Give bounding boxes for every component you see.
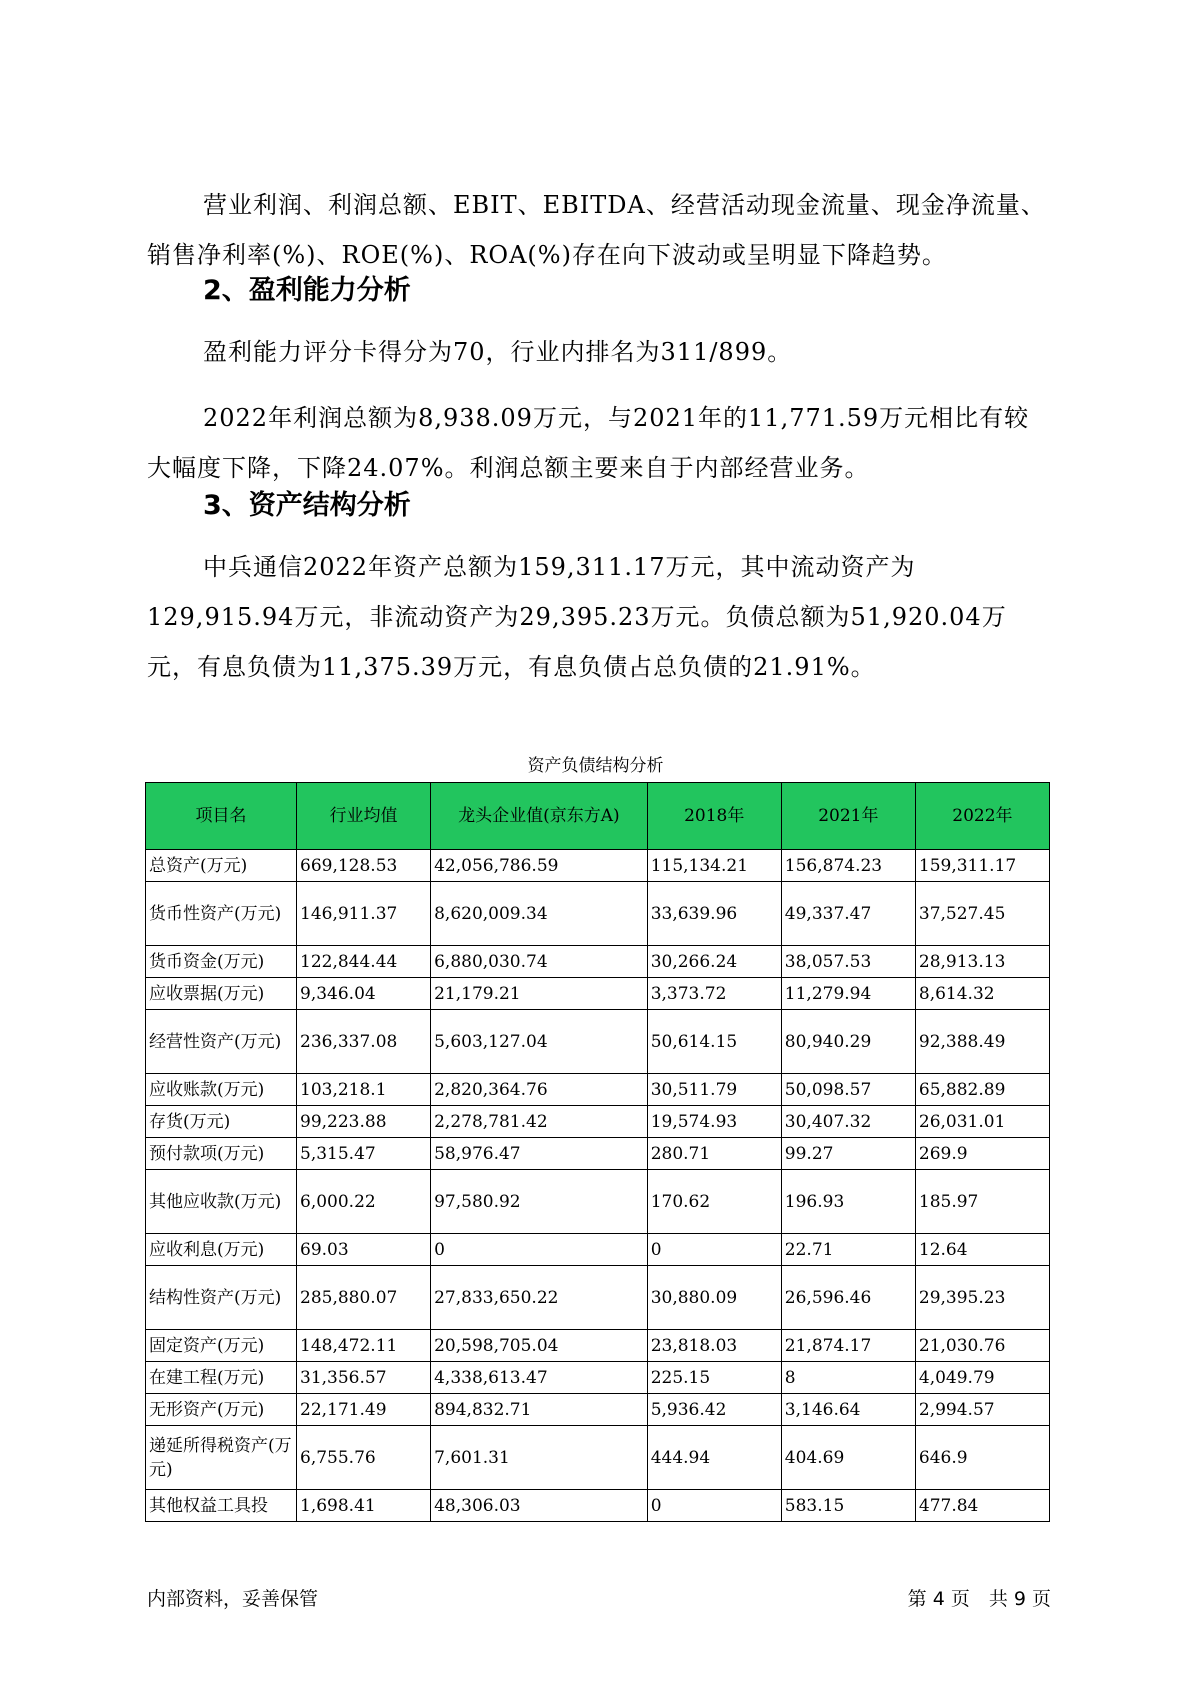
table-cell: 285,880.07 [297,1266,431,1330]
table-cell: 20,598,705.04 [431,1330,648,1362]
row-label: 应收票据(万元) [146,978,297,1010]
table-cell: 23,818.03 [647,1330,781,1362]
table-cell: 196.93 [781,1170,915,1234]
table-cell: 8 [781,1362,915,1394]
table-cell: 6,000.22 [297,1170,431,1234]
table-cell: 280.71 [647,1138,781,1170]
header-2022: 2022年 [915,783,1049,850]
table-row [146,978,1050,1010]
table-row [146,1330,1050,1362]
table-cell: 30,266.24 [647,946,781,978]
table-cell: 148,472.11 [297,1330,431,1362]
table-cell: 31,356.57 [297,1362,431,1394]
table-cell: 236,337.08 [297,1010,431,1074]
table-cell: 115,134.21 [647,850,781,882]
paragraph-1: 营业利润、利润总额、EBIT、EBITDA、经营活动现金流量、现金净流量、销售净利率(%)、ROE(%)、ROA(%)存在向下波动或呈明显下降趋势。 [147,191,1046,269]
row-label: 固定资产(万元) [146,1330,297,1362]
table-cell: 5,936.42 [647,1394,781,1426]
table-cell: 19,574.93 [647,1106,781,1138]
table-cell: 477.84 [915,1490,1049,1522]
table-cell: 156,874.23 [781,850,915,882]
table-header-row [146,783,1050,850]
table-cell: 92,388.49 [915,1010,1049,1074]
paragraph-4: 中兵通信2022年资产总额为159,311.17万元，其中流动资产为129,915.94万元，非流动资产为29,395.23万元。负债总额为51,920.04万元，有息负债为11,375.39万元，有息负债占总负债的21.91%。 [147,553,1007,681]
table-cell: 170.62 [647,1170,781,1234]
row-label: 无形资产(万元) [146,1394,297,1426]
table-cell: 5,315.47 [297,1138,431,1170]
table-cell: 65,882.89 [915,1074,1049,1106]
table-cell: 4,338,613.47 [431,1362,648,1394]
table-cell: 99,223.88 [297,1106,431,1138]
table-cell: 6,880,030.74 [431,946,648,978]
table-cell: 146,911.37 [297,882,431,946]
paragraph-2: 盈利能力评分卡得分为70，行业内排名为311/899。 [203,338,793,366]
heading-asset-structure: 3、资产结构分析 [203,490,411,521]
table-cell: 2,820,364.76 [431,1074,648,1106]
table-cell: 7,601.31 [431,1426,648,1490]
table-cell: 99.27 [781,1138,915,1170]
table-cell: 2,994.57 [915,1394,1049,1426]
table-cell: 1,698.41 [297,1490,431,1522]
table-cell: 27,833,650.22 [431,1266,648,1330]
table-cell: 33,639.96 [647,882,781,946]
table-cell: 3,373.72 [647,978,781,1010]
table-cell: 8,614.32 [915,978,1049,1010]
table-cell: 58,976.47 [431,1138,648,1170]
table-cell: 669,128.53 [297,850,431,882]
table-cell: 49,337.47 [781,882,915,946]
row-label: 应收利息(万元) [146,1234,297,1266]
table-cell: 22,171.49 [297,1394,431,1426]
asset-liability-table [145,782,1050,1522]
row-label: 应收账款(万元) [146,1074,297,1106]
table-caption: 资产负债结构分析 [527,756,664,776]
table-cell: 122,844.44 [297,946,431,978]
footer-confidential-note: 内部资料，妥善保管 [147,1588,319,1610]
table-cell: 225.15 [647,1362,781,1394]
table-row [146,1106,1050,1138]
row-label: 其他应收款(万元) [146,1170,297,1234]
table-cell: 28,913.13 [915,946,1049,978]
table-cell: 29,395.23 [915,1266,1049,1330]
table-cell: 38,057.53 [781,946,915,978]
table-cell: 26,596.46 [781,1266,915,1330]
table-cell: 4,049.79 [915,1362,1049,1394]
header-industry-avg: 行业均值 [297,783,431,850]
header-2018: 2018年 [647,783,781,850]
table-cell: 2,278,781.42 [431,1106,648,1138]
table-row [146,1170,1050,1234]
table-body [146,850,1050,1522]
table-cell: 6,755.76 [297,1426,431,1490]
table-cell: 269.9 [915,1138,1049,1170]
table-cell: 0 [647,1234,781,1266]
table-cell: 3,146.64 [781,1394,915,1426]
footer-page-number: 第 4 页 共 9 页 [907,1588,1051,1610]
header-2021: 2021年 [781,783,915,850]
table-cell: 69.03 [297,1234,431,1266]
row-label: 存货(万元) [146,1106,297,1138]
table-cell: 8,620,009.34 [431,882,648,946]
table-row [146,850,1050,882]
header-item-name: 项目名 [146,783,297,850]
table-cell: 583.15 [781,1490,915,1522]
table-cell: 103,218.1 [297,1074,431,1106]
table-row [146,1362,1050,1394]
table-cell: 0 [431,1234,648,1266]
table-cell: 646.9 [915,1426,1049,1490]
table-cell: 444.94 [647,1426,781,1490]
table-row [146,1426,1050,1490]
table-row [146,1394,1050,1426]
table-cell: 97,580.92 [431,1170,648,1234]
table-row [146,1074,1050,1106]
table-row [146,1234,1050,1266]
table-cell: 30,511.79 [647,1074,781,1106]
table-cell: 21,179.21 [431,978,648,1010]
table-cell: 21,030.76 [915,1330,1049,1362]
table-cell: 11,279.94 [781,978,915,1010]
paragraph-3: 2022年利润总额为8,938.09万元，与2021年的11,771.59万元相比有较大幅度下降，下降24.07%。利润总额主要来自于内部经营业务。 [147,404,1030,482]
table-cell: 894,832.71 [431,1394,648,1426]
table-cell: 185.97 [915,1170,1049,1234]
table-cell: 48,306.03 [431,1490,648,1522]
table-cell: 5,603,127.04 [431,1010,648,1074]
row-label: 结构性资产(万元) [146,1266,297,1330]
table-cell: 21,874.17 [781,1330,915,1362]
table-cell: 26,031.01 [915,1106,1049,1138]
table-row [146,1010,1050,1074]
row-label: 总资产(万元) [146,850,297,882]
heading-profitability: 2、盈利能力分析 [203,275,411,306]
table-cell: 12.64 [915,1234,1049,1266]
table-cell: 22.71 [781,1234,915,1266]
table-row [146,946,1050,978]
table-cell: 404.69 [781,1426,915,1490]
table-row [146,882,1050,946]
row-label: 在建工程(万元) [146,1362,297,1394]
table-cell: 50,614.15 [647,1010,781,1074]
row-label: 货币资金(万元) [146,946,297,978]
table-row [146,1490,1050,1522]
row-label: 经营性资产(万元) [146,1010,297,1074]
table-cell: 159,311.17 [915,850,1049,882]
table-cell: 30,407.32 [781,1106,915,1138]
header-leader-value: 龙头企业值(京东方A) [431,783,648,850]
row-label: 货币性资产(万元) [146,882,297,946]
row-label: 递延所得税资产(万元) [146,1426,297,1490]
table-cell: 42,056,786.59 [431,850,648,882]
table-cell: 80,940.29 [781,1010,915,1074]
table-row [146,1266,1050,1330]
row-label: 预付款项(万元) [146,1138,297,1170]
row-label: 其他权益工具投 [146,1490,297,1522]
table-cell: 37,527.45 [915,882,1049,946]
table-cell: 30,880.09 [647,1266,781,1330]
table-cell: 9,346.04 [297,978,431,1010]
table-cell: 50,098.57 [781,1074,915,1106]
table-row [146,1138,1050,1170]
table-cell: 0 [647,1490,781,1522]
